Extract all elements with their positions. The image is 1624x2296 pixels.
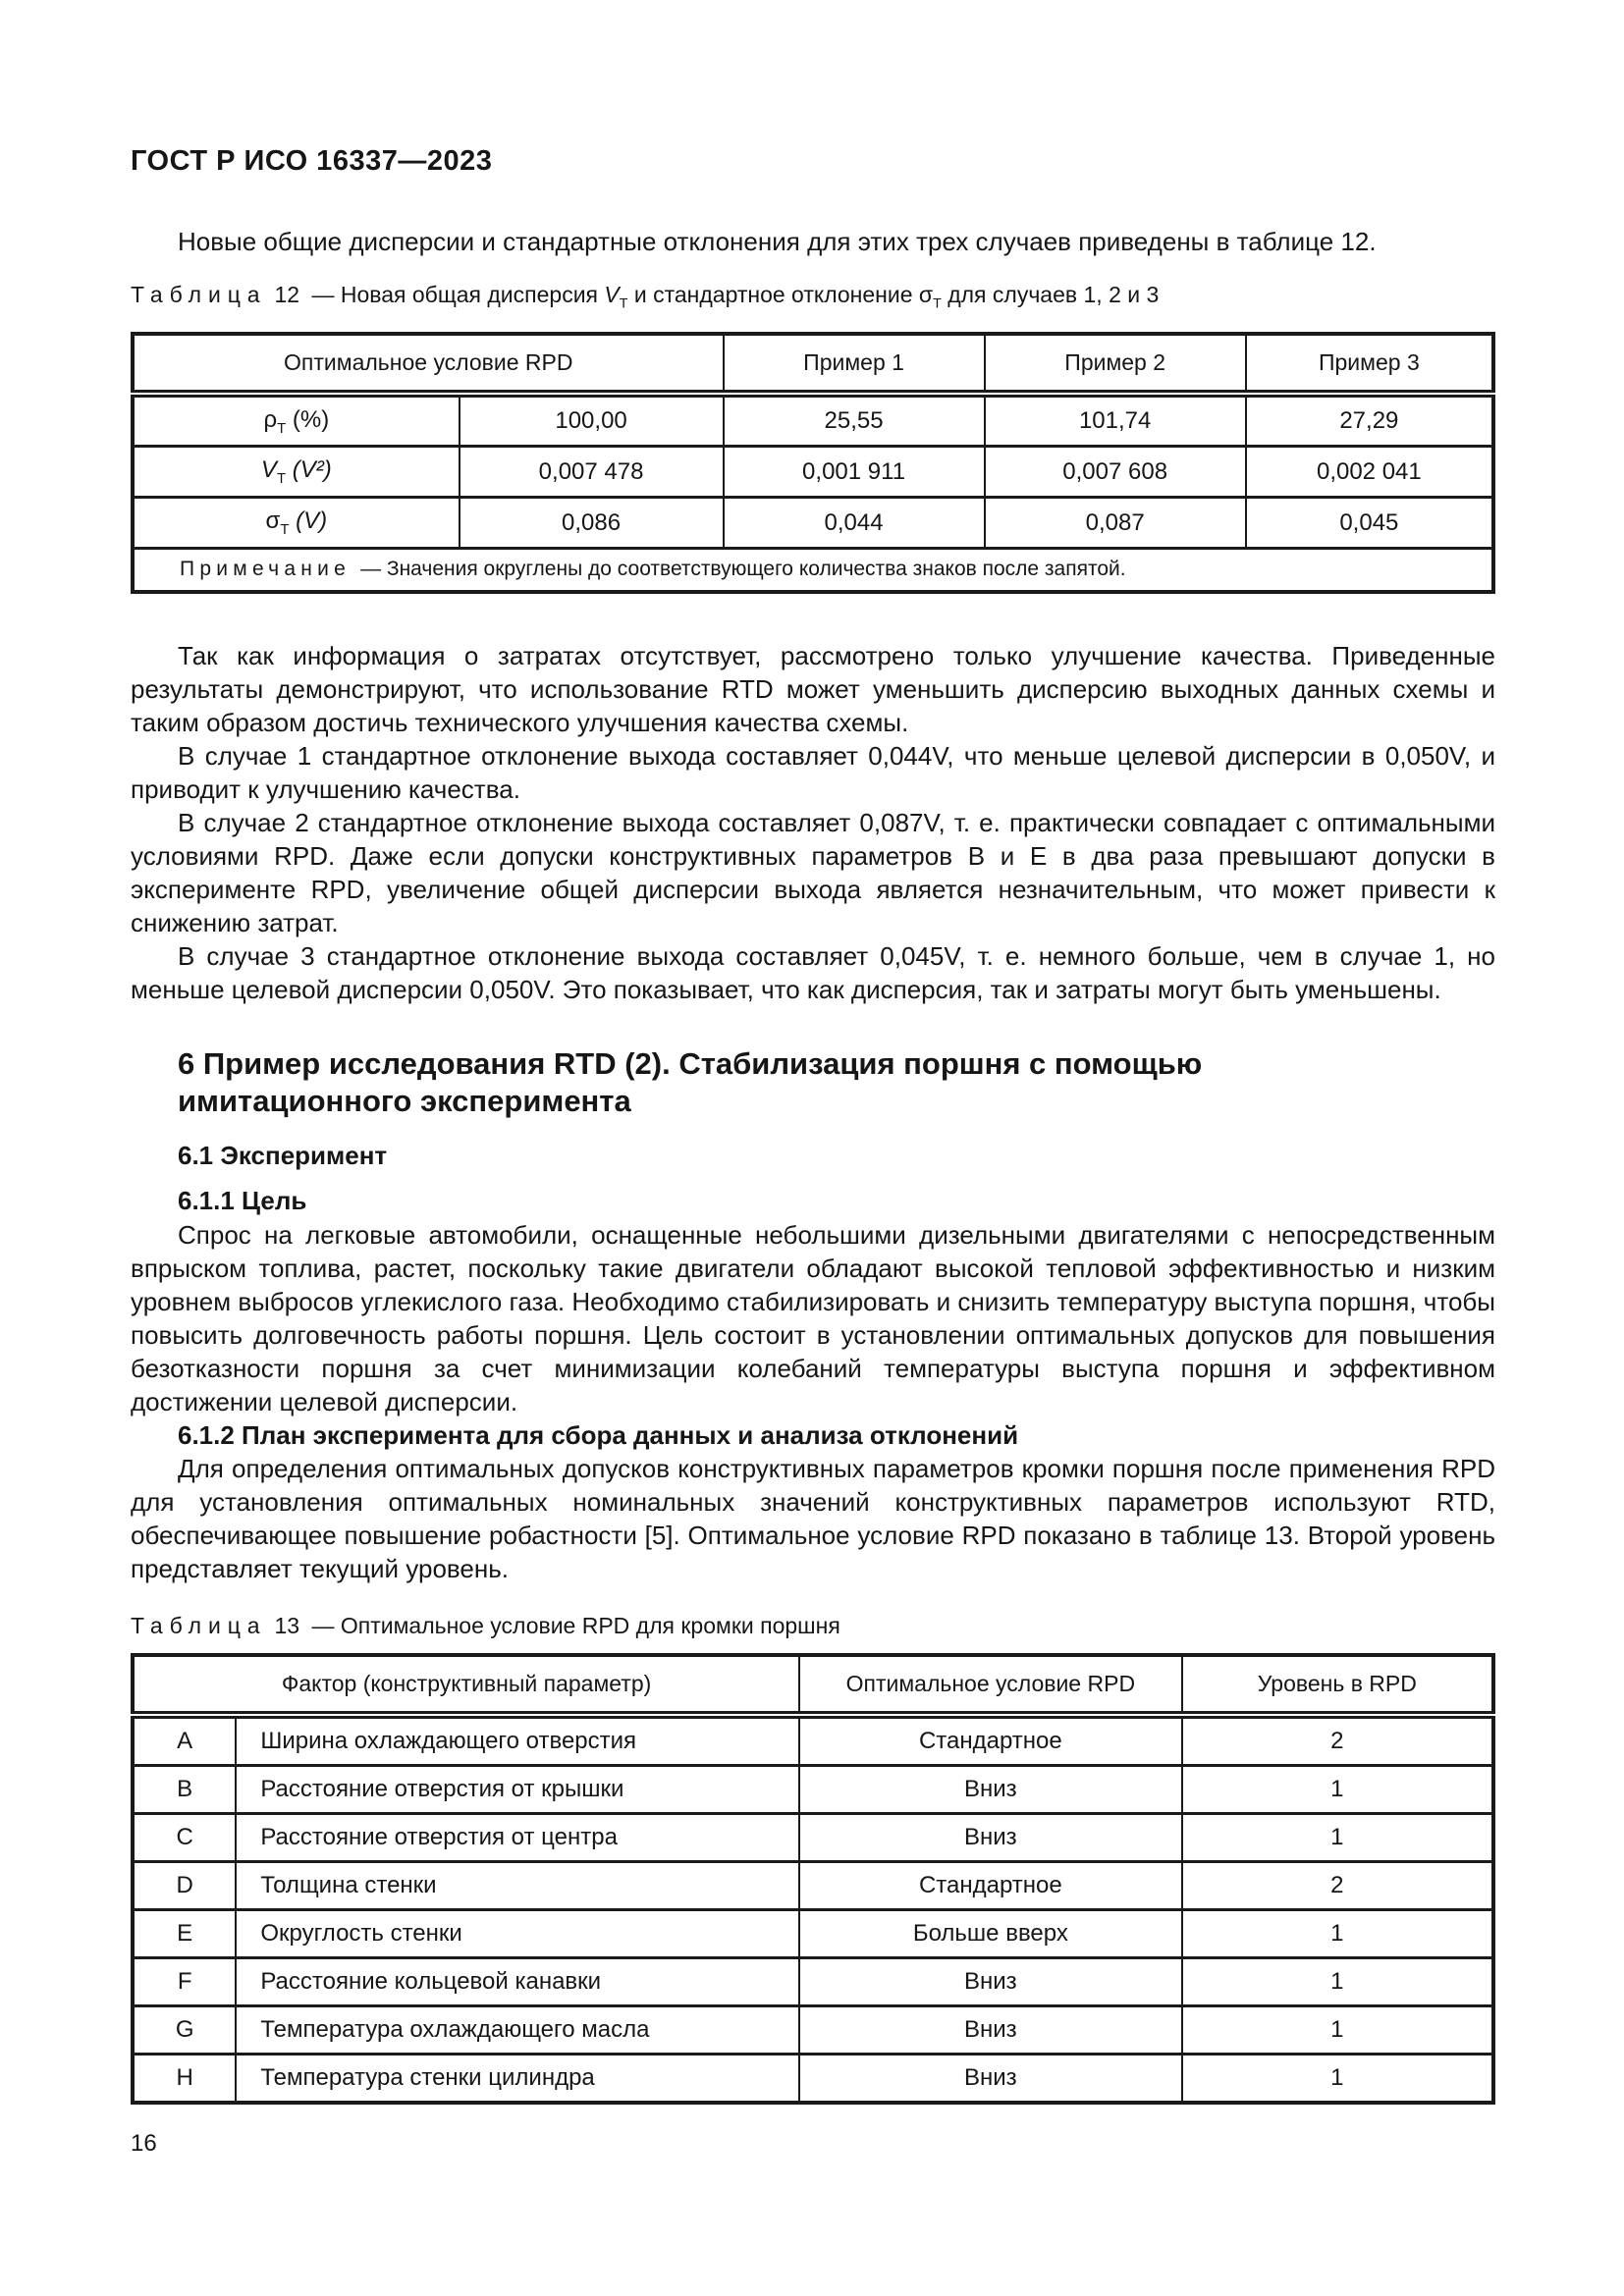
factor-level: 1 <box>1182 2054 1493 2103</box>
table-cell: 100,00 <box>460 394 724 447</box>
table13-header-level: Уровень в RPD <box>1182 1655 1493 1715</box>
table-cell: 25,55 <box>724 394 985 447</box>
table-cell: 0,087 <box>985 498 1246 549</box>
symbol-rho-sub: T <box>277 420 287 437</box>
section-6-1-1-title: 6.1.1 Цель <box>178 1185 307 1215</box>
factor-code: F <box>133 1957 236 2005</box>
table13-header-factor: Фактор (конструктивный параметр) <box>133 1655 799 1715</box>
caption-dash: — <box>311 282 335 307</box>
paragraph-case1: В случае 1 стандартное отклонение выхода составляет 0,044V, что меньше целевой дисперсии в 0,050V, и приводит к улучшению качества. <box>131 740 1495 804</box>
factor-code: C <box>133 1813 236 1861</box>
table-row <box>133 447 1493 498</box>
factor-condition: Стандартное <box>799 1715 1181 1766</box>
table-cell: 0,007 608 <box>985 447 1246 498</box>
factor-level: 1 <box>1182 1909 1493 1957</box>
table13-caption-number: 13 <box>274 1612 300 1638</box>
table12-header-rpd: Оптимальное условие RPD <box>133 334 724 394</box>
table-row <box>133 2005 1493 2054</box>
table12-caption-label: Таблица <box>131 282 267 307</box>
table13-caption-text: — Оптимальное условие RPD для кромки поршня <box>311 1612 840 1638</box>
factor-name: Температура охлаждающего масла <box>236 2005 799 2054</box>
table-cell: 0,001 911 <box>724 447 985 498</box>
table-note-row <box>133 548 1493 592</box>
section-6-1-2-title: 6.1.2 План эксперимента для сбора данных и анализа отклонений <box>178 1419 1019 1450</box>
section-6-title: 6 Пример исследования RTD (2). Стабилизация поршня с помощью имитационного эксперимента <box>178 1045 1203 1118</box>
symbol-v: V <box>604 282 620 307</box>
factor-name: Температура стенки цилиндра <box>236 2054 799 2103</box>
factor-name: Расстояние отверстия от центра <box>236 1813 799 1861</box>
factor-level: 2 <box>1182 1861 1493 1909</box>
factor-condition: Стандартное <box>799 1861 1181 1909</box>
table-row <box>133 394 1493 447</box>
row-unit: (V) <box>296 507 328 535</box>
table13-header-condition: Оптимальное условие RPD <box>799 1655 1181 1715</box>
table-row <box>133 498 1493 549</box>
table-row <box>133 1765 1493 1813</box>
factor-level: 2 <box>1182 1715 1493 1766</box>
factor-name: Расстояние отверстия от крышки <box>236 1765 799 1813</box>
table12 <box>131 332 1495 594</box>
page-number: 16 <box>131 2129 157 2157</box>
table-row <box>133 1861 1493 1909</box>
page-header: ГОСТ Р ИСО 16337—2023 <box>131 145 493 177</box>
factor-condition: Вниз <box>799 2005 1181 2054</box>
table13-caption-label: Таблица <box>131 1612 267 1638</box>
table-cell: 101,74 <box>985 394 1246 447</box>
symbol-sigma: σ <box>918 282 934 307</box>
table-row-label <box>133 447 460 498</box>
table12-header-example3: Пример 3 <box>1246 334 1493 394</box>
table12-caption <box>131 280 1495 319</box>
factor-name: Расстояние кольцевой канавки <box>236 1957 799 2005</box>
table12-header-example1: Пример 1 <box>724 334 985 394</box>
symbol-v-sub: T <box>619 295 628 312</box>
factor-level: 1 <box>1182 1957 1493 2005</box>
symbol-v: V <box>260 456 277 484</box>
factor-condition: Вниз <box>799 1813 1181 1861</box>
factor-name: Округлость стенки <box>236 1909 799 1957</box>
factor-condition: Больше вверх <box>799 1909 1181 1957</box>
factor-condition: Вниз <box>799 2054 1181 2103</box>
table-row <box>133 1813 1493 1861</box>
table-row <box>133 2054 1493 2103</box>
factor-condition: Вниз <box>799 1957 1181 2005</box>
table-cell: 27,29 <box>1246 394 1493 447</box>
table12-header-example2: Пример 2 <box>985 334 1246 394</box>
paragraph-6-1-1: Спрос на легковые автомобили, оснащенные небольшими дизельными двигателями с непосредственным впрыском топлива, растет, поскольку такие двигатели обладают высокой тепловой эффективностью и низким уровнем выбросов углекислого газа. Необходимо стабилизировать и снизить температуру выступа поршня, чтобы повысить долговечность работы поршня. Цель состоит в установлении оптимальных допусков для повышения безотказности поршня за счет минимизации колебаний температуры выступа поршня и эффективном достижении целевой дисперсии. <box>131 1219 1495 1416</box>
table12-caption-pre: Новая общая дисперсия <box>340 282 598 307</box>
table-row <box>133 1957 1493 2005</box>
factor-name: Ширина охлаждающего отверстия <box>236 1715 799 1766</box>
table-cell: 0,045 <box>1246 498 1493 549</box>
table13 <box>131 1653 1495 2105</box>
table-row <box>133 1909 1493 1957</box>
paragraph-case2: В случае 2 стандартное отклонение выхода составляет 0,087V, т. е. практически совпадает с оптимальными условиями RPD. Даже если допуски конструктивных параметров B и E в два раза превышают допуски в эксперименте RPD, увеличение общей дисперсии выхода является незначительным, что может привести к снижению затрат. <box>131 807 1495 937</box>
factor-code: D <box>133 1861 236 1909</box>
factor-condition: Вниз <box>799 1765 1181 1813</box>
table-row-label <box>133 394 460 447</box>
symbol-rho: ρ <box>263 405 278 433</box>
note-text: — Значения округлены до соответствующего количества знаков после запятой. <box>360 557 1126 580</box>
row-unit: (%) <box>292 405 330 433</box>
table-row <box>133 1715 1493 1766</box>
table-cell: 0,044 <box>724 498 985 549</box>
factor-level: 1 <box>1182 1813 1493 1861</box>
table-row <box>133 334 1493 394</box>
table12-caption-number: 12 <box>274 282 300 307</box>
table13-caption <box>131 1611 1495 1640</box>
symbol-sigma-sub: T <box>933 295 942 312</box>
factor-code: E <box>133 1909 236 1957</box>
table-row-label <box>133 498 460 549</box>
row-unit: (V²) <box>292 456 332 484</box>
factor-level: 1 <box>1182 1765 1493 1813</box>
table-cell: 0,007 478 <box>460 447 724 498</box>
factor-code: A <box>133 1715 236 1766</box>
table12-note <box>133 548 1493 592</box>
symbol-v-sub: T <box>276 471 287 488</box>
factor-code: G <box>133 2005 236 2054</box>
factor-name: Толщина стенки <box>236 1861 799 1909</box>
table-row <box>133 1655 1493 1715</box>
table12-caption-mid: и стандартное отклонение <box>633 282 913 307</box>
factor-code: H <box>133 2054 236 2103</box>
table12-caption-post: для случаев 1, 2 и 3 <box>947 282 1160 307</box>
table-cell: 0,002 041 <box>1246 447 1493 498</box>
paragraph-6-1-2: Для определения оптимальных допусков конструктивных параметров кромки поршня после применения RPD для установления оптимальных номинальных значений конструктивных параметров используют RTD, обеспечивающее повышение робастности [5]. Оптимальное условие RPD показано в таблице 13. Второй уровень представляет текущий уровень. <box>131 1453 1495 1583</box>
symbol-sigma: σ <box>265 507 281 535</box>
table-cell: 0,086 <box>460 498 724 549</box>
factor-code: B <box>133 1765 236 1813</box>
intro-paragraph: Новые общие дисперсии и стандартные отклонения для этих трех случаев приведены в таблице 12. <box>178 227 1377 256</box>
symbol-sigma-sub: T <box>280 521 290 538</box>
paragraph-case3: В случае 3 стандартное отклонение выхода составляет 0,045V, т. е. немного больше, чем в случае 1, но меньше целевой дисперсии 0,050V. Это показывает, что как дисперсия, так и затраты могут быть уменьшены. <box>131 940 1495 1004</box>
note-label: Примечание <box>180 557 352 580</box>
section-6-1-title: 6.1 Эксперимент <box>178 1140 388 1170</box>
paragraph-costs: Так как информация о затратах отсутствует, рассмотрено только улучшение качества. Приведенные результаты демонстрируют, что использование RTD может уменьшить дисперсию выходных данных схемы и таким образом достичь технического улучшения качества схемы. <box>131 640 1495 737</box>
factor-level: 1 <box>1182 2005 1493 2054</box>
